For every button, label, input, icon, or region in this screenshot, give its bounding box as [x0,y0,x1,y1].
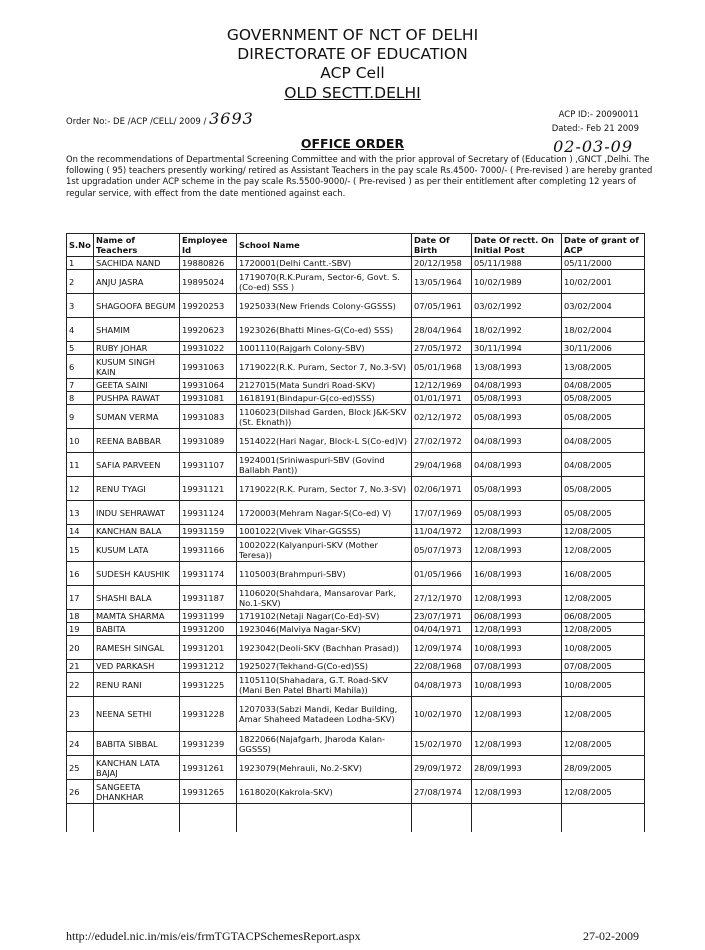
teachers-table [66,233,645,832]
cell-dob: 05/07/1973 [412,538,472,562]
cell-sno: 25 [67,756,94,780]
cell-employee-id: 19931212 [180,660,237,673]
cell-sno: 15 [67,538,94,562]
cell-recruitment: 12/08/1993 [472,697,562,732]
table-row [67,697,645,732]
table-row [67,780,645,804]
cell-recruitment: 12/08/1993 [472,732,562,756]
cell-dob: 04/04/1971 [412,623,472,636]
cell-dob: 02/06/1971 [412,477,472,501]
cell-dob: 20/12/1958 [412,257,472,270]
cell-acp-grant: 12/08/2005 [562,525,645,538]
cell-name: RAMESH SINGAL [94,636,180,660]
cell-employee-id: 19931022 [180,342,237,355]
cell-sno: 24 [67,732,94,756]
cell-acp-grant: 07/08/2005 [562,660,645,673]
cell-dob: 04/08/1973 [412,673,472,697]
cell-sno: 1 [67,257,94,270]
cell-acp-grant: 04/08/2005 [562,379,645,392]
cell-acp-grant: 12/08/2005 [562,780,645,804]
cell-school: 1106023(Dilshad Garden, Block J&K-SKV (St. Eknath)) [237,405,412,429]
table-row [67,392,645,405]
cell-acp-grant: 12/08/2005 [562,586,645,610]
table-row [67,562,645,586]
cell-employee-id: 19931166 [180,538,237,562]
cell-employee-id: 19931225 [180,673,237,697]
cell-employee-id: 19880826 [180,257,237,270]
cell-school: 1925033(New Friends Colony-GGSSS) [237,294,412,318]
cell-sno: 17 [67,586,94,610]
cell-name: PUSHPA RAWAT [94,392,180,405]
cell-acp-grant: 06/08/2005 [562,610,645,623]
cell-name: KUSUM LATA [94,538,180,562]
cell-recruitment: 04/08/1993 [472,453,562,477]
cell-school: 1719022(R.K. Puram, Sector 7, No.3-SV) [237,355,412,379]
cell-employee-id: 19931081 [180,392,237,405]
cell-dob: 27/12/1970 [412,586,472,610]
cell-recruitment: 04/08/1993 [472,379,562,392]
cell-recruitment: 05/08/1993 [472,405,562,429]
table-row [67,501,645,525]
cell-school: 1719022(R.K. Puram, Sector 7, No.3-SV) [237,477,412,501]
cell-recruitment: 05/11/1988 [472,257,562,270]
cell-school: 1923046(Malviya Nagar-SKV) [237,623,412,636]
cell-name: RUBY JOHAR [94,342,180,355]
cell-name: RENU TYAGI [94,477,180,501]
empty-cell [472,804,562,833]
table-row [67,660,645,673]
table-row [67,318,645,342]
cell-recruitment: 16/08/1993 [472,562,562,586]
cell-school: 1925027(Tekhand-G(Co-ed)SS) [237,660,412,673]
cell-sno: 7 [67,379,94,392]
order-body: On the recommendations of Departmental Screening Committee and with the prior approval of Secretary of (Education ) ,GNCT ,Delhi. The following ( 95) teachers presently working/ retired as Assistant Teachers in the pay scale Rs.4500- 7000/- ( Pre-revised ) are hereby granted 1st upgradation under ACP scheme in the pay scale Rs.5500-9000/- ( Pre-revised ) as per their entitlement after completing 12 years of regular service, with effect from the date mentioned against each. [66,154,653,198]
cell-sno: 13 [67,501,94,525]
cell-employee-id: 19931063 [180,355,237,379]
header-location [0,84,705,103]
col-acp-grant: Date of grant of ACP [562,234,645,257]
cell-employee-id: 19931089 [180,429,237,453]
handwritten-date: 02-03-09 [553,137,633,156]
empty-cell [180,804,237,833]
cell-employee-id: 19931200 [180,623,237,636]
cell-dob: 22/08/1968 [412,660,472,673]
col-school: School Name [237,234,412,257]
cell-acp-grant: 12/08/2005 [562,697,645,732]
table-row [67,756,645,780]
table-row [67,623,645,636]
cell-recruitment: 05/08/1993 [472,501,562,525]
cell-acp-grant: 04/08/2005 [562,429,645,453]
cell-recruitment: 10/08/1993 [472,636,562,660]
acp-id: ACP ID:- 20090011 [558,110,639,120]
cell-acp-grant: 03/02/2004 [562,294,645,318]
cell-dob: 07/05/1961 [412,294,472,318]
cell-school: 1923026(Bhatti Mines-G(Co-ed) SSS) [237,318,412,342]
cell-dob: 17/07/1969 [412,501,472,525]
cell-recruitment: 28/09/1993 [472,756,562,780]
cell-school: 1822066(Najafgarh, Jharoda Kalan-GGSSS) [237,732,412,756]
cell-name: BABITA [94,623,180,636]
cell-acp-grant: 12/08/2005 [562,732,645,756]
cell-acp-grant: 13/08/2005 [562,355,645,379]
cell-recruitment: 12/08/1993 [472,780,562,804]
cell-dob: 29/09/1972 [412,756,472,780]
cell-school: 1001022(Vivek Vihar-GGSSS) [237,525,412,538]
cell-name: SHAMIM [94,318,180,342]
cell-sno: 11 [67,453,94,477]
cell-acp-grant: 16/08/2005 [562,562,645,586]
cell-dob: 05/01/1968 [412,355,472,379]
cell-recruitment: 12/08/1993 [472,525,562,538]
cell-school: 1207033(Sabzi Mandi, Kedar Building, Amar Shaheed Matadeen Lodha-SKV) [237,697,412,732]
cell-recruitment: 18/02/1992 [472,318,562,342]
cell-school: 1106020(Shahdara, Mansarovar Park, No.1-SKV) [237,586,412,610]
table-row [67,732,645,756]
cell-school: 1618191(Bindapur-G(co-ed)SSS) [237,392,412,405]
cell-employee-id: 19931261 [180,756,237,780]
cell-recruitment: 04/08/1993 [472,429,562,453]
table-row [67,610,645,623]
table-row-continued [67,804,645,833]
cell-sno: 20 [67,636,94,660]
empty-cell [67,804,94,833]
cell-sno: 22 [67,673,94,697]
cell-recruitment: 13/08/1993 [472,355,562,379]
cell-dob: 23/07/1971 [412,610,472,623]
cell-sno: 23 [67,697,94,732]
header-directorate: DIRECTORATE OF EDUCATION [237,45,468,63]
table-row [67,342,645,355]
cell-sno: 4 [67,318,94,342]
cell-acp-grant: 05/11/2000 [562,257,645,270]
cell-recruitment: 06/08/1993 [472,610,562,623]
cell-sno: 6 [67,355,94,379]
table-row [67,673,645,697]
table-row [67,294,645,318]
cell-dob: 01/05/1966 [412,562,472,586]
order-number [66,109,254,128]
cell-dob: 02/12/1972 [412,405,472,429]
cell-name: ANJU JASRA [94,270,180,294]
cell-employee-id: 19931228 [180,697,237,732]
table-row [67,453,645,477]
cell-school: 1618020(Kakrola-SKV) [237,780,412,804]
cell-employee-id: 19895024 [180,270,237,294]
cell-acp-grant: 10/08/2005 [562,673,645,697]
cell-acp-grant: 05/08/2005 [562,477,645,501]
table-row [67,405,645,429]
cell-sno: 26 [67,780,94,804]
cell-dob: 27/08/1974 [412,780,472,804]
acp-id-block [552,108,639,136]
table-row [67,270,645,294]
cell-name: BABITA SIBBAL [94,732,180,756]
cell-recruitment: 30/11/1994 [472,342,562,355]
cell-recruitment: 03/02/1992 [472,294,562,318]
col-employee-id: Employee Id [180,234,237,257]
cell-recruitment: 05/08/1993 [472,392,562,405]
empty-cell [412,804,472,833]
cell-sno: 16 [67,562,94,586]
cell-name: INDU SEHRAWAT [94,501,180,525]
cell-name: MAMTA SHARMA [94,610,180,623]
cell-school: 1514022(Hari Nagar, Block-L S(Co-ed)V) [237,429,412,453]
order-number-handwritten: 3693 [209,109,254,128]
cell-employee-id: 19920623 [180,318,237,342]
cell-name: RENU RANI [94,673,180,697]
cell-acp-grant: 18/02/2004 [562,318,645,342]
cell-recruitment: 10/02/1989 [472,270,562,294]
cell-name: SUDESH KAUSHIK [94,562,180,586]
empty-cell [94,804,180,833]
cell-acp-grant: 12/08/2005 [562,623,645,636]
footer-date: 27-02-2009 [583,929,639,943]
cell-sno: 19 [67,623,94,636]
cell-recruitment: 12/08/1993 [472,623,562,636]
cell-name: SAFIA PARVEEN [94,453,180,477]
cell-acp-grant: 28/09/2005 [562,756,645,780]
cell-sno: 8 [67,392,94,405]
cell-name: SACHIDA NAND [94,257,180,270]
cell-employee-id: 19931199 [180,610,237,623]
cell-recruitment: 07/08/1993 [472,660,562,673]
table-row [67,586,645,610]
table-row [67,379,645,392]
cell-acp-grant: 12/08/2005 [562,538,645,562]
cell-sno: 3 [67,294,94,318]
cell-name: NEENA SETHI [94,697,180,732]
table-row [67,636,645,660]
col-dob: Date Of Birth [412,234,472,257]
cell-school: 1923042(Deoli-SKV (Bachhan Prasad)) [237,636,412,660]
cell-employee-id: 19920253 [180,294,237,318]
cell-dob: 10/02/1970 [412,697,472,732]
cell-name: SANGEETA DHANKHAR [94,780,180,804]
cell-sno: 9 [67,405,94,429]
cell-sno: 14 [67,525,94,538]
cell-acp-grant: 05/08/2005 [562,405,645,429]
cell-employee-id: 19931121 [180,477,237,501]
cell-school: 1001110(Rajgarh Colony-SBV) [237,342,412,355]
cell-name: SHASHI BALA [94,586,180,610]
table-row [67,525,645,538]
cell-name: GEETA SAINI [94,379,180,392]
table-row [67,429,645,453]
cell-employee-id: 19931159 [180,525,237,538]
dated: Dated:- Feb 21 2009 [551,124,639,134]
cell-dob: 12/09/1974 [412,636,472,660]
cell-school: 2127015(Mata Sundri Road-SKV) [237,379,412,392]
cell-recruitment: 05/08/1993 [472,477,562,501]
cell-dob: 27/02/1972 [412,429,472,453]
table-row [67,355,645,379]
col-name: Name of Teachers [94,234,180,257]
cell-acp-grant: 05/08/2005 [562,501,645,525]
cell-acp-grant: 10/02/2001 [562,270,645,294]
cell-sno: 21 [67,660,94,673]
cell-employee-id: 19931064 [180,379,237,392]
header-location-text: OLD SECTT.DELHI [284,84,421,102]
cell-name: REENA BABBAR [94,429,180,453]
cell-name: SUMAN VERMA [94,405,180,429]
cell-school: 1924001(Sriniwaspuri-SBV (Govind Ballabh Pant)) [237,453,412,477]
cell-employee-id: 19931083 [180,405,237,429]
cell-employee-id: 19931107 [180,453,237,477]
col-sno: S.No [67,234,94,257]
cell-acp-grant: 10/08/2005 [562,636,645,660]
cell-employee-id: 19931265 [180,780,237,804]
cell-recruitment: 10/08/1993 [472,673,562,697]
cell-employee-id: 19931239 [180,732,237,756]
cell-acp-grant: 04/08/2005 [562,453,645,477]
cell-school: 1923079(Mehrauli, No.2-SKV) [237,756,412,780]
cell-recruitment: 12/08/1993 [472,538,562,562]
cell-school: 1719102(Netaji Nagar(Co-Ed)-SV) [237,610,412,623]
cell-name: KANCHAN BALA [94,525,180,538]
table-row [67,257,645,270]
cell-employee-id: 19931124 [180,501,237,525]
cell-dob: 12/12/1969 [412,379,472,392]
cell-school: 1720003(Mehram Nagar-S(Co-ed) V) [237,501,412,525]
office-order-title: OFFICE ORDER [300,136,405,151]
table-row [67,477,645,501]
cell-sno: 18 [67,610,94,623]
empty-cell [237,804,412,833]
cell-dob: 28/04/1964 [412,318,472,342]
table-row [67,538,645,562]
cell-sno: 12 [67,477,94,501]
cell-name: KUSUM SINGH KAIN [94,355,180,379]
empty-cell [562,804,645,833]
cell-dob: 01/01/1971 [412,392,472,405]
cell-recruitment: 12/08/1993 [472,586,562,610]
cell-school: 1105003(Brahmpuri-SBV) [237,562,412,586]
cell-school: 1720001(Delhi Cantt.-SBV) [237,257,412,270]
cell-employee-id: 19931201 [180,636,237,660]
cell-dob: 27/05/1972 [412,342,472,355]
cell-employee-id: 19931187 [180,586,237,610]
cell-sno: 2 [67,270,94,294]
cell-sno: 5 [67,342,94,355]
footer-url: http://edudel.nic.in/mis/eis/frmTGTACPSchemesReport.aspx [66,929,361,943]
cell-dob: 15/02/1970 [412,732,472,756]
order-number-label: Order No:- DE /ACP /CELL/ 2009 / [66,117,210,127]
cell-name: VED PARKASH [94,660,180,673]
cell-sno: 10 [67,429,94,453]
cell-acp-grant: 05/08/2005 [562,392,645,405]
col-recruitment: Date Of rectt. On Initial Post [472,234,562,257]
cell-employee-id: 19931174 [180,562,237,586]
cell-school: 1105110(Shahadara, G.T. Road-SKV (Mani Ben Patel Bharti Mahila)) [237,673,412,697]
header-govt: GOVERNMENT OF NCT OF DELHI [226,26,479,44]
table-body [67,257,645,833]
cell-dob: 29/04/1968 [412,453,472,477]
cell-acp-grant: 30/11/2006 [562,342,645,355]
cell-school: 1002022(Kalyanpuri-SKV (Mother Teresa)) [237,538,412,562]
cell-name: KANCHAN LATA BAJAJ [94,756,180,780]
cell-name: SHAGOOFA BEGUM [94,294,180,318]
cell-dob: 13/05/1964 [412,270,472,294]
cell-school: 1719070(R.K.Puram, Sector-6, Govt. S.(Co-ed) SSS ) [237,270,412,294]
table-header-row [67,234,645,257]
cell-dob: 11/04/1972 [412,525,472,538]
header-cell: ACP Cell [320,64,385,82]
